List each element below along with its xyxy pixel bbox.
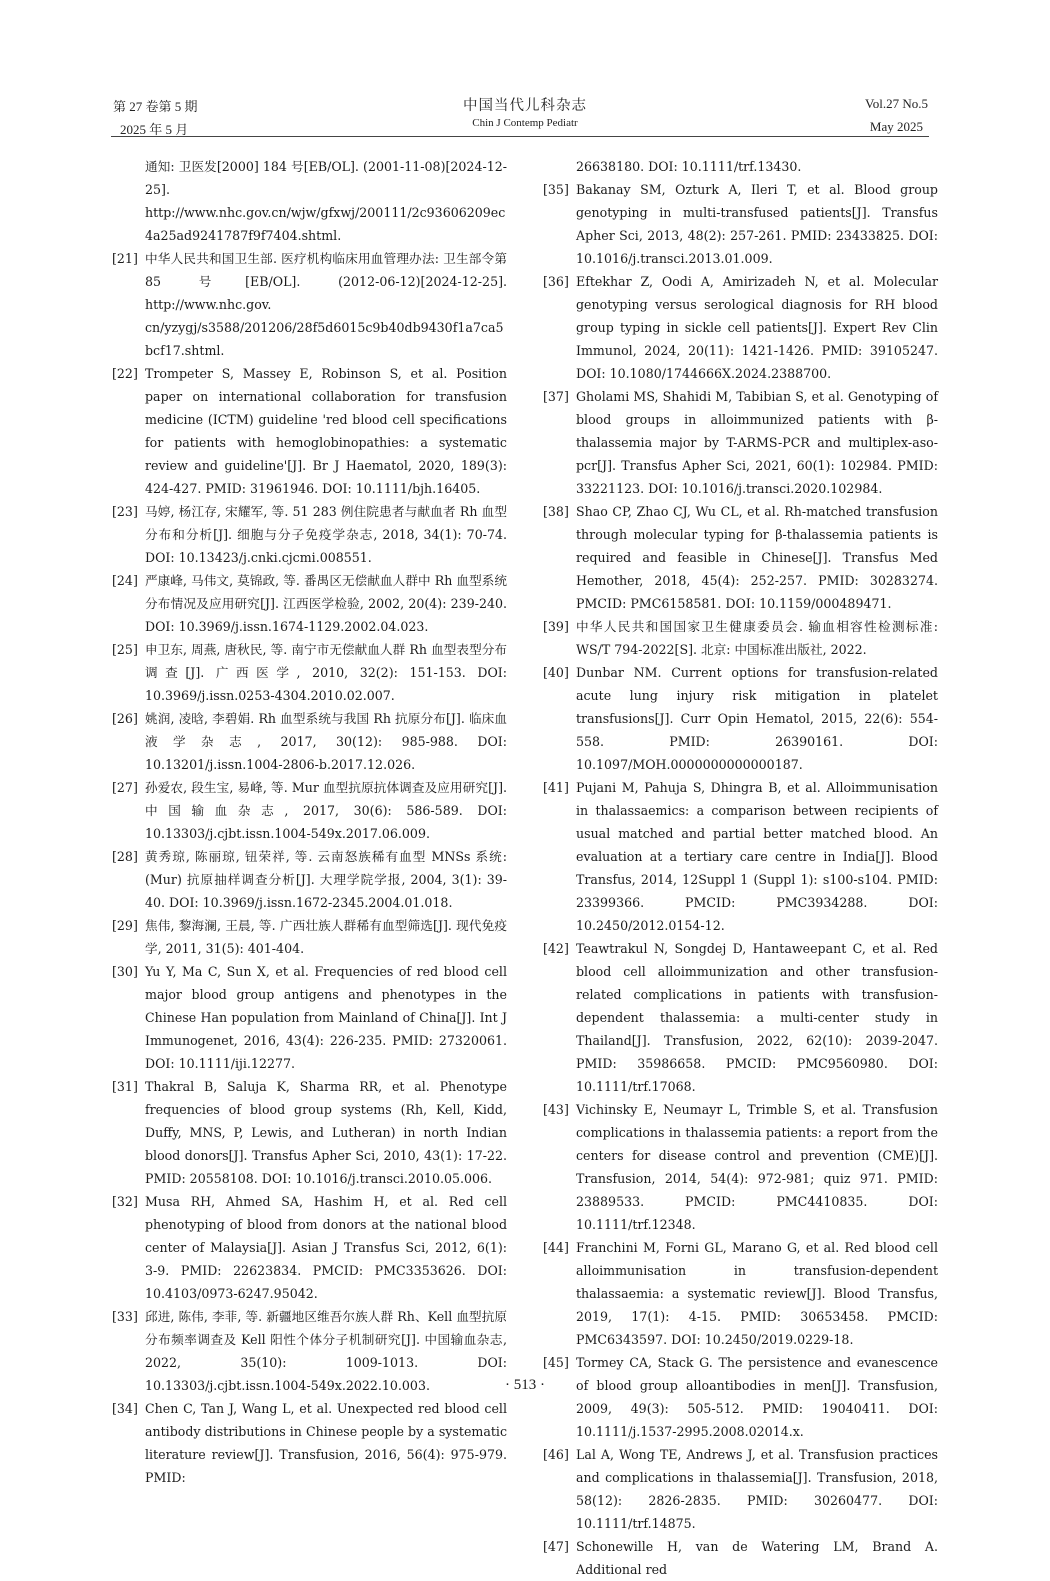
reference-item — [543, 1236, 938, 1351]
reference-number: [25] — [112, 642, 138, 657]
left-column — [112, 155, 507, 1489]
reference-text: Thakral B, Saluja K, Sharma RR, et al. Phenotype frequencies of blood group systems (Rh, Kell, Kidd, Duffy, MNS, P, Lewis, and Lutheran) in north Indian blood donors[J]. Transfus Apher Sci, 2010, 43(1): 17-22. PMID: 20558108. DOI: 10.1016/j.transci.2010.05.006. — [145, 1079, 507, 1186]
reference-item — [543, 937, 938, 1098]
reference-text: Trompeter S, Massey E, Robinson S, et al. Position paper on international collaboration for transfusion medicine (ICTM) guideline 'red blood cell specifications for patients with hemoglobinopathies: a systematic review and guideline'[J]. Br J Haematol, 2020, 189(3): 424-427. PMID: 31961946. DOI: 10.1111/bjh.16405. — [145, 366, 507, 496]
journal-title-cn: 中国当代儿科杂志 — [463, 98, 587, 114]
reference-item — [543, 500, 938, 615]
reference-item — [112, 1075, 507, 1190]
reference-number: [26] — [112, 711, 138, 726]
reference-number: [45] — [543, 1355, 569, 1370]
reference-text: 严康峰, 马伟文, 莫锦政, 等. 番禺区无偿献血人群中 Rh 血型系统分布情况及应用研究[J]. 江西医学检验, 2002, 20(4): 239-240. DOI: 10.3969/j.issn.1674-1129.2002.04.023. — [145, 573, 508, 634]
reference-text: 邱进, 陈伟, 李菲, 等. 新疆地区维吾尔族人群 Rh、Kell 血型抗原分布频率调查及 Kell 阳性个体分子机制研究[J]. 中国输血杂志, 2022, 35(10): 1009-1013. DOI: 10.13303/j.cjbt.issn.1004-549x.2022.10.003. — [145, 1309, 507, 1393]
reference-text: Chen C, Tan J, Wang L, et al. Unexpected red blood cell antibody distributions in Chinese people by a systematic literature review[J]. Transfusion, 2016, 56(4): 975-979. PMID: — [145, 1401, 507, 1485]
reference-item — [543, 178, 938, 270]
reference-number: [40] — [543, 665, 569, 680]
reference-item — [543, 615, 938, 661]
reference-text: Bakanay SM, Ozturk A, Ileri T, et al. Blood group genotyping in multi-transfused patients[J]. Transfus Apher Sci, 2013, 48(2): 257-261. PMID: 23433825. DOI: 10.1016/j.transci.2013.01.009. — [576, 182, 938, 266]
reference-text: 马婷, 杨江存, 宋耀军, 等. 51 283 例住院患者与献血者 Rh 血型分布和分析[J]. 细胞与分子免疫学杂志, 2018, 34(1): 70-74. DOI: 10.13423/j.cnki.cjcmi.008551. — [145, 504, 507, 565]
reference-item — [112, 914, 507, 960]
reference-number: [42] — [543, 941, 569, 956]
reference-item — [543, 1535, 938, 1581]
reference-item — [112, 845, 507, 914]
reference-text: 中华人民共和国卫生部. 医疗机构临床用血管理办法: 卫生部令第 85 号[EB/OL]. (2012-06-12)[2024-12-25]. http://www.nhc.gov. cn/yzygj/s3588/201206/28f5d6015c9b40db9430f1a7ca5bcf17.shtml. — [145, 251, 507, 358]
reference-number: [33] — [112, 1309, 138, 1324]
reference-text: Eftekhar Z, Oodi A, Amirizadeh N, et al. Molecular genotyping versus serological diagnosis for RH blood group typing in sickle cell patients[J]. Expert Rev Clin Immunol, 2024, 20(11): 1421-1426. PMID: 39105247. DOI: 10.1080/1744666X.2024.2388700. — [576, 274, 938, 381]
reference-text: 孙爱农, 段生宝, 易峰, 等. Mur 血型抗原抗体调查及应用研究[J]. 中国输血杂志, 2017, 30(6): 586-589. DOI: 10.13303/j.cjbt.issn.1004-549x.2017.06.009. — [145, 780, 507, 841]
reference-text: Vichinsky E, Neumayr L, Trimble S, et al. Transfusion complications in thalassemia patients: a report from the centers for disease control and prevention (CME)[J]. Transfusion, 2014, 54(4): 972-981; quiz 971. PMID: 23889533. PMCID: PMC4410835. DOI: 10.1111/trf.12348. — [576, 1102, 938, 1232]
reference-number: [35] — [543, 182, 569, 197]
reference-item — [112, 1397, 507, 1489]
reference-number: [37] — [543, 389, 569, 404]
reference-item — [112, 569, 507, 638]
journal-title-en: Chin J Contemp Pediatr — [472, 117, 578, 129]
reference-text: 中华人民共和国国家卫生健康委员会. 输血相容性检测标准: WS/T 794-2022[S]. 北京: 中国标准出版社, 2022. — [576, 619, 938, 657]
reference-text: Gholami MS, Shahidi M, Tabibian S, et al. Genotyping of blood groups in alloimmunized patients with β-thalassemia major by T-ARMS-PCR and multiplex-aso-pcr[J]. Transfus Apher Sci, 2021, 60(1): 102984. PMID: 33221123. DOI: 10.1016/j.transci.2020.102984. — [576, 389, 938, 496]
reference-item — [112, 638, 507, 707]
reference-number: [21] — [112, 251, 138, 266]
reference-text: Teawtrakul N, Songdej D, Hantaweepant C, et al. Red blood cell alloimmunization and other transfusion-related complications in patients with transfusion-dependent thalassemia: a multi-center study in Thailand[J]. Transfusion, 2022, 62(10): 2039-2047. PMID: 35986658. PMCID: PMC9560980. DOI: 10.1111/trf.17068. — [576, 941, 938, 1094]
reference-item — [112, 362, 507, 500]
reference-text: Shao CP, Zhao CJ, Wu CL, et al. Rh-matched transfusion through molecular typing for β-thalassemia patients is required and feasible in Chinese[J]. Transfus Med Hemother, 2018, 45(4): 252-257. PMID: 30283274. PMCID: PMC6158581. DOI: 10.1159/000489471. — [576, 504, 938, 611]
reference-number: [31] — [112, 1079, 138, 1094]
reference-item — [543, 385, 938, 500]
reference-number: [38] — [543, 504, 569, 519]
reference-text: Tormey CA, Stack G. The persistence and evanescence of blood group alloantibodies in men[J]. Transfusion, 2009, 49(3): 505-512. PMID: 19040411. DOI: 10.1111/j.1537-2995.2008.02014.x. — [576, 1355, 938, 1439]
reference-number: [23] — [112, 504, 138, 519]
reference-number: [30] — [112, 964, 138, 979]
reference-list-right — [543, 178, 938, 1581]
reference-list-left — [112, 247, 507, 1489]
date-cn: 2025 年 5 月 — [120, 122, 189, 137]
page-number: · 513 · — [505, 1377, 545, 1393]
volume-issue-en: Vol.27 No.5 — [865, 96, 928, 111]
reference-number: [22] — [112, 366, 138, 381]
right-column — [543, 155, 938, 1581]
reference-item — [112, 247, 507, 362]
reference-item — [543, 1098, 938, 1236]
reference-item — [543, 270, 938, 385]
reference-number: [27] — [112, 780, 138, 795]
reference-number: [36] — [543, 274, 569, 289]
reference-number: [34] — [112, 1401, 138, 1416]
reference-item — [112, 960, 507, 1075]
reference-text: Franchini M, Forni GL, Marano G, et al. Red blood cell alloimmunisation in transfusion-dependent thalassaemia: a systematic review[J]. Blood Transfus, 2019, 17(1): 4-15. PMID: 30653458. PMCID: PMC6343597. DOI: 10.2450/2019.0229-18. — [576, 1240, 938, 1347]
reference-number: [47] — [543, 1539, 569, 1554]
reference-text: 黄秀琼, 陈丽琼, 钮荣祥, 等. 云南怒族稀有血型 MNSs 系统: (Mur) 抗原抽样调查分析[J]. 大理学院学报, 2004, 3(1): 39-40. DOI: 10.3969/j.issn.1672-2345.2004.01.018. — [145, 849, 507, 910]
reference-text: Yu Y, Ma C, Sun X, et al. Frequencies of red blood cell major blood group antigens and phenotypes in the Chinese Han population from Mainland of China[J]. Int J Immunogenet, 2016, 43(4): 226-235. PMID: 27320061. DOI: 10.1111/iji.12277. — [145, 964, 507, 1071]
reference-text: Schonewille H, van de Watering LM, Brand A. Additional red — [576, 1539, 938, 1577]
reference-number: [44] — [543, 1240, 569, 1255]
volume-issue-cn: 第 27 卷第 5 期 — [113, 99, 198, 114]
reference-number: [43] — [543, 1102, 569, 1117]
date-en: May 2025 — [869, 119, 923, 134]
reference-item — [543, 1351, 938, 1443]
reference-number: [28] — [112, 849, 138, 864]
reference-text: Pujani M, Pahuja S, Dhingra B, et al. Alloimmunisation in thalassaemics: a comparison between recipients of usual matched and partial better matched blood. An evaluation at a tertiary care centre in India[J]. Blood Transfus, 2014, 12Suppl 1 (Suppl 1): s100-s104. PMID: 23399366. PMCID: PMC3934288. DOI: 10.2450/2012.0154-12. — [576, 780, 938, 933]
reference-item — [112, 500, 507, 569]
reference-text: Dunbar NM. Current options for transfusion-related acute lung injury risk mitigation in platelet transfusions[J]. Curr Opin Hematol, 2015, 22(6): 554-558. PMID: 26390161. DOI: 10.1097/MOH.0000000000000187. — [576, 665, 938, 772]
reference-item — [543, 661, 938, 776]
reference-item — [112, 776, 507, 845]
header-rule — [111, 136, 929, 137]
reference-number: [39] — [543, 619, 569, 634]
reference-number: [41] — [543, 780, 569, 795]
reference-item — [543, 1443, 938, 1535]
reference-continuation: 通知: 卫医发[2000] 184 号[EB/OL]. (2001-11-08)[2024-12-25]. http://www.nhc.gov.cn/wjw/gfxwj/200111/2c93606209ec4a25ad9241787f9f7404.shtml. — [145, 159, 507, 243]
reference-number: [24] — [112, 573, 138, 588]
reference-number: [32] — [112, 1194, 138, 1209]
reference-number: [46] — [543, 1447, 569, 1462]
reference-item — [112, 707, 507, 776]
reference-item — [112, 1190, 507, 1305]
reference-text: Musa RH, Ahmed SA, Hashim H, et al. Red cell phenotyping of blood from donors at the national blood center of Malaysia[J]. Asian J Transfus Sci, 2012, 6(1): 3-9. PMID: 22623834. PMCID: PMC3353626. DOI: 10.4103/0973-6247.95042. — [145, 1194, 507, 1301]
reference-text: 申卫东, 周燕, 唐秋民, 等. 南宁市无偿献血人群 Rh 血型表型分布调查[J]. 广西医学, 2010, 32(2): 151-153. DOI: 10.3969/j.issn.0253-4304.2010.02.007. — [145, 642, 508, 703]
reference-text: 姚润, 凌晗, 李碧娟. Rh 血型系统与我国 Rh 抗原分布[J]. 临床血液学杂志, 2017, 30(12): 985-988. DOI: 10.13201/j.issn.1004-2806-b.2017.12.026. — [145, 711, 507, 772]
reference-continuation: 26638180. DOI: 10.1111/trf.13430. — [576, 159, 802, 174]
reference-text: 焦伟, 黎海澜, 王晨, 等. 广西壮族人群稀有血型筛选[J]. 现代免疫学, 2011, 31(5): 401-404. — [145, 918, 507, 956]
reference-number: [29] — [112, 918, 138, 933]
reference-text: Lal A, Wong TE, Andrews J, et al. Transfusion practices and complications in thalassemia[J]. Transfusion, 2018, 58(12): 2826-2835. PMID: 30260477. DOI: 10.1111/trf.14875. — [576, 1447, 938, 1531]
reference-item — [543, 776, 938, 937]
